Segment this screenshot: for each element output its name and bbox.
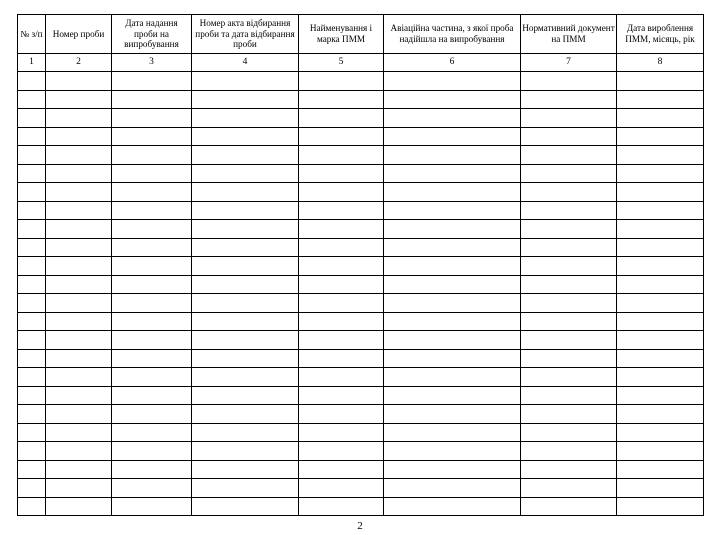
table-cell[interactable] <box>521 72 617 91</box>
table-cell[interactable] <box>18 442 46 461</box>
header-submission-date: Дата надання проби на випробування <box>112 15 192 54</box>
table-cell[interactable] <box>18 368 46 387</box>
table-cell[interactable] <box>384 275 521 294</box>
table-cell[interactable] <box>46 497 112 516</box>
header-production-date: Дата вироблення ПММ, місяць, рік <box>617 15 704 54</box>
table-cell[interactable] <box>299 405 384 424</box>
table-cell[interactable] <box>18 275 46 294</box>
table-cell[interactable] <box>299 275 384 294</box>
table-row <box>18 442 704 461</box>
table-row <box>18 90 704 109</box>
table-cell[interactable] <box>384 349 521 368</box>
table-cell[interactable] <box>18 405 46 424</box>
table-cell[interactable] <box>521 386 617 405</box>
table-cell[interactable] <box>112 72 192 91</box>
table-cell[interactable] <box>18 331 46 350</box>
table-cell[interactable] <box>299 90 384 109</box>
register-sheet <box>17 14 703 516</box>
table-cell[interactable] <box>18 386 46 405</box>
table-cell[interactable] <box>46 275 112 294</box>
table-cell[interactable] <box>46 164 112 183</box>
table-cell[interactable] <box>299 479 384 498</box>
table-cell[interactable] <box>46 127 112 146</box>
table-cell[interactable] <box>617 183 704 202</box>
table-row <box>18 164 704 183</box>
table-cell[interactable] <box>18 238 46 257</box>
table-cell[interactable] <box>192 127 299 146</box>
table-cell[interactable] <box>299 220 384 239</box>
table-cell[interactable] <box>46 238 112 257</box>
table-row <box>18 109 704 128</box>
table-cell[interactable] <box>46 331 112 350</box>
table-cell[interactable] <box>384 294 521 313</box>
table-cell[interactable] <box>192 479 299 498</box>
table-cell[interactable] <box>112 201 192 220</box>
table-cell[interactable] <box>384 386 521 405</box>
table-cell[interactable] <box>384 312 521 331</box>
table-cell[interactable] <box>46 460 112 479</box>
table-cell[interactable] <box>521 294 617 313</box>
table-cell[interactable] <box>18 127 46 146</box>
table-row <box>18 294 704 313</box>
column-number: 5 <box>299 54 384 72</box>
table-cell[interactable] <box>617 405 704 424</box>
table-cell[interactable] <box>18 423 46 442</box>
table-cell[interactable] <box>18 183 46 202</box>
table-cell[interactable] <box>112 497 192 516</box>
table-cell[interactable] <box>521 497 617 516</box>
table-cell[interactable] <box>617 497 704 516</box>
header-sample-number: Номер проби <box>46 15 112 54</box>
table-cell[interactable] <box>617 275 704 294</box>
table-cell[interactable] <box>192 201 299 220</box>
table-row <box>18 183 704 202</box>
table-cell[interactable] <box>46 349 112 368</box>
table-cell[interactable] <box>299 368 384 387</box>
table-cell[interactable] <box>192 405 299 424</box>
table-cell[interactable] <box>384 146 521 165</box>
header-sampling-act: Номер акта відбирання проби та дата відбирання проби <box>192 15 299 54</box>
table-cell[interactable] <box>18 164 46 183</box>
table-cell[interactable] <box>46 90 112 109</box>
table-cell[interactable] <box>299 164 384 183</box>
table-cell[interactable] <box>384 423 521 442</box>
table-cell[interactable] <box>18 312 46 331</box>
table-cell[interactable] <box>617 238 704 257</box>
table-cell[interactable] <box>617 386 704 405</box>
register-body <box>18 72 704 516</box>
column-number: 7 <box>521 54 617 72</box>
table-cell[interactable] <box>46 312 112 331</box>
table-cell[interactable] <box>46 386 112 405</box>
table-cell[interactable] <box>112 294 192 313</box>
table-cell[interactable] <box>617 90 704 109</box>
table-row <box>18 146 704 165</box>
table-row <box>18 72 704 91</box>
table-row <box>18 460 704 479</box>
table-cell[interactable] <box>521 479 617 498</box>
table-cell[interactable] <box>112 164 192 183</box>
table-cell[interactable] <box>384 460 521 479</box>
column-number: 4 <box>192 54 299 72</box>
table-cell[interactable] <box>617 349 704 368</box>
table-row <box>18 127 704 146</box>
table-cell[interactable] <box>46 72 112 91</box>
table-cell[interactable] <box>384 127 521 146</box>
table-cell[interactable] <box>192 386 299 405</box>
table-cell[interactable] <box>46 257 112 276</box>
column-number: 8 <box>617 54 704 72</box>
table-cell[interactable] <box>192 460 299 479</box>
table-cell[interactable] <box>521 127 617 146</box>
table-cell[interactable] <box>192 294 299 313</box>
table-cell[interactable] <box>617 127 704 146</box>
table-cell[interactable] <box>521 257 617 276</box>
table-cell[interactable] <box>521 312 617 331</box>
table-cell[interactable] <box>299 497 384 516</box>
table-cell[interactable] <box>192 331 299 350</box>
table-cell[interactable] <box>112 479 192 498</box>
table-cell[interactable] <box>192 257 299 276</box>
table-cell[interactable] <box>18 201 46 220</box>
table-cell[interactable] <box>192 72 299 91</box>
table-cell[interactable] <box>192 442 299 461</box>
table-cell[interactable] <box>46 201 112 220</box>
table-cell[interactable] <box>112 127 192 146</box>
table-cell[interactable] <box>112 405 192 424</box>
table-cell[interactable] <box>112 220 192 239</box>
table-cell[interactable] <box>18 90 46 109</box>
table-cell[interactable] <box>384 257 521 276</box>
column-number: 6 <box>384 54 521 72</box>
table-cell[interactable] <box>46 423 112 442</box>
table-row <box>18 275 704 294</box>
table-row <box>18 349 704 368</box>
table-cell[interactable] <box>112 109 192 128</box>
table-cell[interactable] <box>112 349 192 368</box>
table-cell[interactable] <box>18 349 46 368</box>
table-cell[interactable] <box>617 220 704 239</box>
table-cell[interactable] <box>299 72 384 91</box>
table-cell[interactable] <box>299 238 384 257</box>
table-cell[interactable] <box>18 109 46 128</box>
table-cell[interactable] <box>617 312 704 331</box>
table-cell[interactable] <box>384 405 521 424</box>
table-cell[interactable] <box>112 146 192 165</box>
table-cell[interactable] <box>192 497 299 516</box>
table-cell[interactable] <box>521 423 617 442</box>
table-cell[interactable] <box>521 183 617 202</box>
table-cell[interactable] <box>18 72 46 91</box>
table-cell[interactable] <box>192 90 299 109</box>
table-row <box>18 257 704 276</box>
table-cell[interactable] <box>617 479 704 498</box>
table-cell[interactable] <box>617 368 704 387</box>
table-row <box>18 405 704 424</box>
table-cell[interactable] <box>521 405 617 424</box>
table-cell[interactable] <box>617 331 704 350</box>
table-cell[interactable] <box>112 183 192 202</box>
table-cell[interactable] <box>192 164 299 183</box>
table-row <box>18 220 704 239</box>
table-cell[interactable] <box>112 442 192 461</box>
table-cell[interactable] <box>299 257 384 276</box>
table-cell[interactable] <box>192 423 299 442</box>
table-cell[interactable] <box>192 312 299 331</box>
header-aviation-unit: Авіаційна частина, з якої проба надійшла на випробування <box>384 15 521 54</box>
table-cell[interactable] <box>112 331 192 350</box>
table-cell[interactable] <box>521 164 617 183</box>
column-number: 1 <box>18 54 46 72</box>
table-cell[interactable] <box>384 183 521 202</box>
table-cell[interactable] <box>18 479 46 498</box>
table-cell[interactable] <box>617 423 704 442</box>
table-cell[interactable] <box>521 349 617 368</box>
column-number-row <box>18 54 704 72</box>
table-cell[interactable] <box>112 275 192 294</box>
table-cell[interactable] <box>192 109 299 128</box>
table-cell[interactable] <box>18 460 46 479</box>
table-cell[interactable] <box>384 201 521 220</box>
table-cell[interactable] <box>384 331 521 350</box>
table-cell[interactable] <box>192 349 299 368</box>
table-cell[interactable] <box>299 183 384 202</box>
table-cell[interactable] <box>18 294 46 313</box>
table-cell[interactable] <box>384 368 521 387</box>
table-cell[interactable] <box>299 349 384 368</box>
table-cell[interactable] <box>617 460 704 479</box>
column-number: 2 <box>46 54 112 72</box>
table-cell[interactable] <box>192 238 299 257</box>
table-cell[interactable] <box>521 368 617 387</box>
table-cell[interactable] <box>384 164 521 183</box>
table-cell[interactable] <box>384 72 521 91</box>
table-cell[interactable] <box>299 109 384 128</box>
table-cell[interactable] <box>46 442 112 461</box>
table-cell[interactable] <box>521 201 617 220</box>
table-cell[interactable] <box>192 183 299 202</box>
table-cell[interactable] <box>18 146 46 165</box>
table-cell[interactable] <box>617 442 704 461</box>
table-cell[interactable] <box>299 127 384 146</box>
table-cell[interactable] <box>617 109 704 128</box>
table-cell[interactable] <box>112 312 192 331</box>
header-serial-number: № з/п <box>18 15 46 54</box>
table-row <box>18 368 704 387</box>
table-row <box>18 386 704 405</box>
table-cell[interactable] <box>46 294 112 313</box>
table-cell[interactable] <box>46 146 112 165</box>
table-cell[interactable] <box>521 109 617 128</box>
table-cell[interactable] <box>299 442 384 461</box>
header-row <box>18 15 704 54</box>
table-cell[interactable] <box>46 405 112 424</box>
table-cell[interactable] <box>521 238 617 257</box>
table-cell[interactable] <box>384 442 521 461</box>
table-cell[interactable] <box>299 386 384 405</box>
table-cell[interactable] <box>521 460 617 479</box>
table-cell[interactable] <box>18 257 46 276</box>
table-row <box>18 331 704 350</box>
table-cell[interactable] <box>617 146 704 165</box>
table-cell[interactable] <box>521 442 617 461</box>
header-normative-document: Нормативний документ на ПММ <box>521 15 617 54</box>
table-cell[interactable] <box>384 109 521 128</box>
table-cell[interactable] <box>617 257 704 276</box>
table-cell[interactable] <box>18 497 46 516</box>
table-cell[interactable] <box>384 479 521 498</box>
table-cell[interactable] <box>112 90 192 109</box>
table-cell[interactable] <box>192 368 299 387</box>
table-cell[interactable] <box>112 257 192 276</box>
table-cell[interactable] <box>299 312 384 331</box>
table-cell[interactable] <box>299 331 384 350</box>
table-cell[interactable] <box>299 201 384 220</box>
table-cell[interactable] <box>299 423 384 442</box>
table-cell[interactable] <box>46 479 112 498</box>
table-row <box>18 201 704 220</box>
table-cell[interactable] <box>18 220 46 239</box>
table-cell[interactable] <box>617 294 704 313</box>
table-cell[interactable] <box>521 275 617 294</box>
table-cell[interactable] <box>46 368 112 387</box>
table-cell[interactable] <box>112 460 192 479</box>
table-row <box>18 479 704 498</box>
table-row <box>18 312 704 331</box>
page-number: 2 <box>357 520 363 532</box>
sample-register-table <box>17 14 704 516</box>
table-cell[interactable] <box>384 238 521 257</box>
table-cell[interactable] <box>46 183 112 202</box>
table-cell[interactable] <box>521 331 617 350</box>
table-cell[interactable] <box>192 220 299 239</box>
table-row <box>18 423 704 442</box>
table-cell[interactable] <box>384 220 521 239</box>
table-cell[interactable] <box>46 220 112 239</box>
table-cell[interactable] <box>192 275 299 294</box>
table-cell[interactable] <box>112 238 192 257</box>
table-cell[interactable] <box>299 460 384 479</box>
table-cell[interactable] <box>299 294 384 313</box>
table-row <box>18 238 704 257</box>
table-cell[interactable] <box>521 90 617 109</box>
table-cell[interactable] <box>299 146 384 165</box>
table-cell[interactable] <box>521 220 617 239</box>
table-cell[interactable] <box>617 201 704 220</box>
table-cell[interactable] <box>112 386 192 405</box>
table-cell[interactable] <box>384 497 521 516</box>
table-row <box>18 497 704 516</box>
table-cell[interactable] <box>112 368 192 387</box>
table-cell[interactable] <box>617 72 704 91</box>
table-cell[interactable] <box>46 109 112 128</box>
table-cell[interactable] <box>617 164 704 183</box>
table-cell[interactable] <box>192 146 299 165</box>
column-number: 3 <box>112 54 192 72</box>
table-cell[interactable] <box>112 423 192 442</box>
table-cell[interactable] <box>521 146 617 165</box>
header-fuel-name-grade: Найменування і марка ПММ <box>299 15 384 54</box>
table-cell[interactable] <box>384 90 521 109</box>
